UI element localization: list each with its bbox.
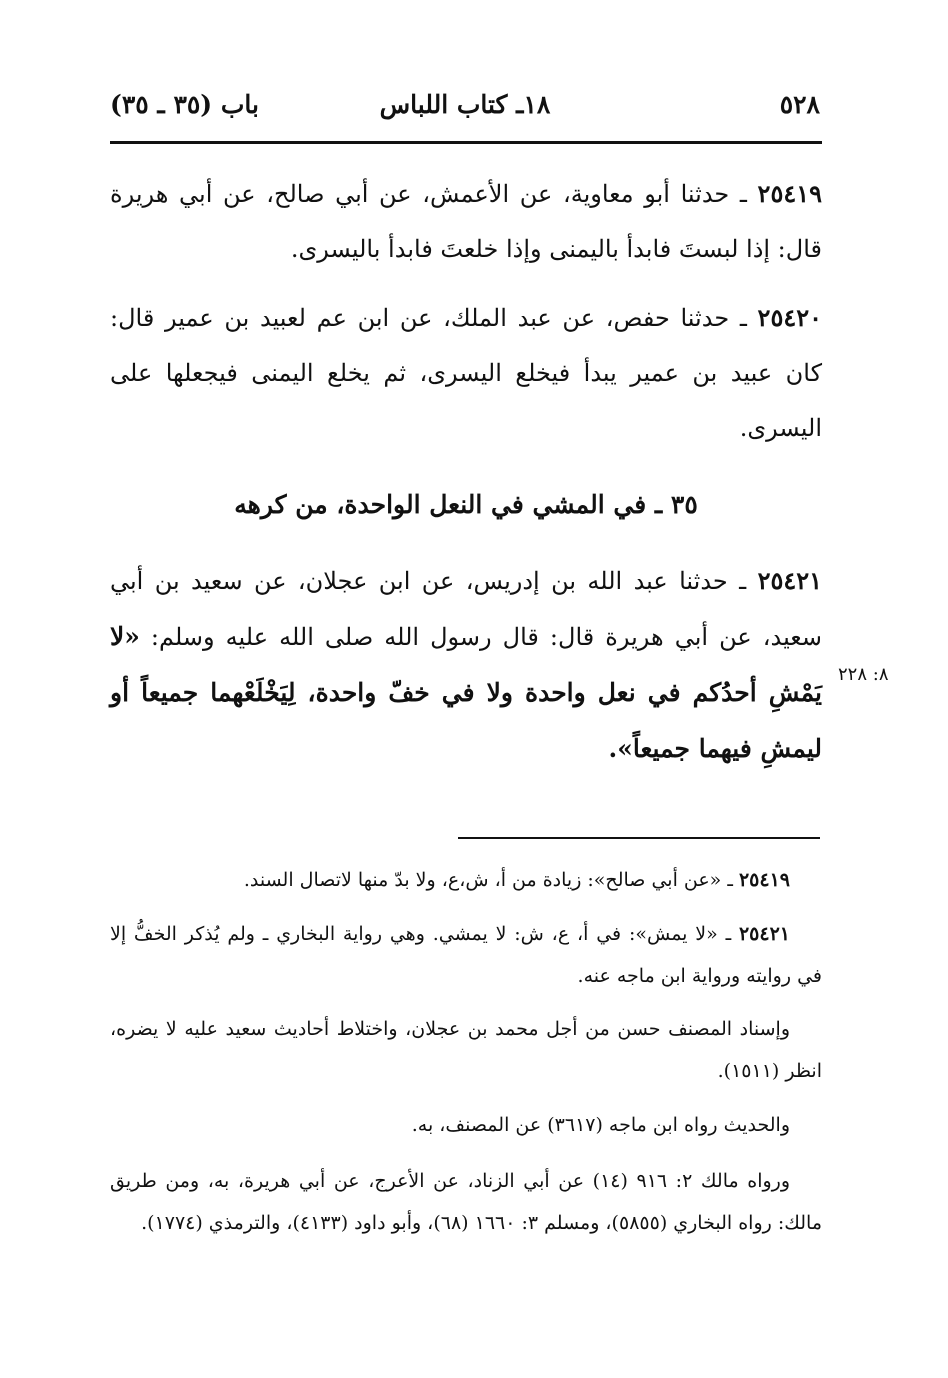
footnote-isnad: وإسناد المصنف حسن من أجل محمد بن عجلان، واختلاط أحاديث سعيد عليه لا يضره، انظر (١٥١١). — [110, 1018, 822, 1082]
page-number: ٥٢٨ — [779, 90, 820, 119]
hadith-25421 — [110, 553, 822, 777]
footnote-number: ٢٥٤٢١ — [738, 923, 790, 945]
hadith-25419 — [110, 166, 822, 277]
page-header — [110, 90, 820, 130]
footnote-malik: ورواه مالك ٢: ٩١٦ (١٤) عن أبي الزناد، عن الأعرج، عن أبي هريرة، به، ومن طريق مالك: رواه البخاري (٥٨٥٥)، ومسلم ٣: ١٦٦٠ (٦٨)، وأبو داود (٤١٣٣)، والترمذي (١٧٧٤). — [110, 1170, 822, 1234]
footnote-25419 — [110, 859, 822, 901]
footnote-text: ـ «عن أبي صالح»: زيادة من أ، ش،ع، ولا بدّ منها لاتصال السند. — [243, 869, 739, 891]
prophetic-saying: «لا يَمْشِ أحدُكم في نعل واحدة ولا في خفّ واحدة، لِيَخْلَعْهما جميعاً أو ليمشِ فيهما جميعاً». — [110, 622, 822, 763]
hadith-number: ٢٥٤٢١ — [757, 566, 823, 595]
footnote-ibn-majah: والحديث رواه ابن ماجه (٣٦١٧) عن المصنف، به. — [411, 1114, 790, 1136]
section-heading: ٣٥ ـ في المشي في النعل الواحدة، من كرهه — [234, 490, 698, 519]
hadith-number: ٢٥٤١٩ — [757, 179, 822, 208]
margin-reference: ٨: ٢٢٨ — [838, 664, 889, 685]
hadith-text: ـ حدثنا حفص، عن عبد الملك، عن ابن عم لعبيد بن عمير قال: كان عبيد بن عمير يبدأ فيخلع اليسرى، ثم يخلع اليمنى فيجعلها على اليسرى. — [110, 304, 822, 442]
chapter-range: باب (٣٥ ـ ٣٥) — [110, 90, 259, 119]
hadith-text: ـ حدثنا عبد الله بن إدريس، عن ابن عجلان، عن سعيد بن أبي سعيد، عن أبي هريرة قال: قال رسول الله صلى الله عليه وسلم: — [110, 567, 822, 651]
header-rule — [110, 141, 822, 144]
footnote-number: ٢٥٤١٩ — [738, 869, 790, 891]
book-title: ١٨ـ كتاب اللباس — [379, 90, 551, 119]
footnote-text: ـ «لا يمش»: في أ، ع، ش: لا يمشي. وهي رواية البخاري ـ ولم يُذكر الخفُّ إلا في روايته ورواية ابن ماجه عنه. — [110, 923, 822, 987]
hadith-number: ٢٥٤٢٠ — [757, 303, 822, 332]
footnote-rule — [458, 837, 820, 839]
hadith-text: ـ حدثنا أبو معاوية، عن الأعمش، عن أبي صالح، عن أبي هريرة قال: إذا لبستَ فابدأ باليمنى وإذا خلعتَ فابدأ باليسرى. — [110, 180, 822, 263]
footnote-25421 — [110, 913, 822, 997]
hadith-25420 — [110, 290, 822, 456]
